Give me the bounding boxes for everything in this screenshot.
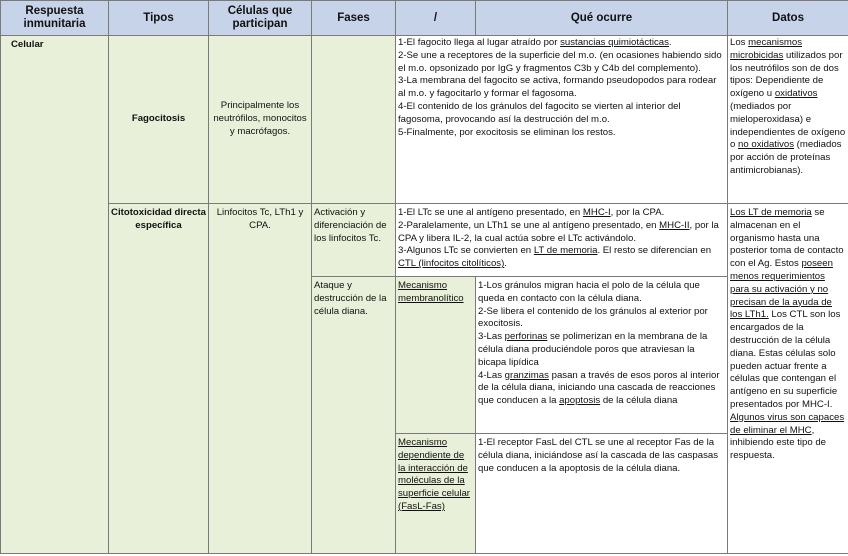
header-respuesta: Respuesta inmunitaria bbox=[1, 1, 109, 36]
membranolitico-steps-cell bbox=[476, 277, 728, 434]
activacion-step-2-text: 2-Paralelamente, un LTh1 se une al antígeno presentado, en bbox=[398, 219, 660, 231]
fagocitosis-step-1-text: 1-El fagocito llega al lugar atraído por bbox=[398, 37, 561, 48]
membranolitico-step-4-middle: pasan a través de esos poros al interior de la célula diana, iniciando una cascada de reacciones que conducen a la bbox=[478, 369, 720, 407]
membranolitico-step-4-end: de la célula diana bbox=[600, 395, 678, 407]
activacion-step-3 bbox=[398, 245, 725, 271]
fagocitosis-datos-underlined-1: mecanismos microbicidas bbox=[730, 37, 802, 61]
activacion-step-1-text: 1-El LTc se une al antígeno presentado, en bbox=[398, 207, 583, 218]
fagocitosis-step-1 bbox=[398, 37, 725, 50]
header-tipos: Tipos bbox=[109, 1, 209, 36]
fagocitosis-datos-text-3: (mediados por mieloperoxidasa) e independientes de oxígeno o bbox=[730, 100, 846, 151]
citotoxicidad-datos-text-1: se almacenan en el organismo hasta una posterior toma de contacto con el Ag. Estos bbox=[730, 207, 844, 270]
membranolitico-step-4-text: 4-Las bbox=[478, 369, 505, 381]
fagocitosis-fases-cell bbox=[312, 36, 396, 204]
mecanismo-fasl-fas-label: Mecanismo dependiente de la interacción de moléculas de la superficie celular (FasL-Fas) bbox=[398, 437, 470, 512]
fagocitosis-type-label: Fagocitosis bbox=[131, 113, 186, 125]
fagocitosis-datos-text-2: utilizados por los neutrófilos son de dos tipos: Dependiente de oxígeno u bbox=[730, 49, 843, 100]
activacion-steps-cell bbox=[396, 204, 728, 277]
citotoxicidad-datos-underlined-2: poseen menos requerimientos para su activación y no precisan de la ayuda de los LTh1. bbox=[730, 258, 833, 321]
mecanismo-membranolitico-label: Mecanismo membranolítico bbox=[398, 280, 464, 304]
fagocitosis-step-3: 3-La membrana del fagocito se activa, formando pseudopodos para rodear al m.o. y fagocitarlo y formar el fagosoma. bbox=[398, 75, 717, 100]
activacion-step-3-underlined-2: CTL (linfocitos citolíticos) bbox=[398, 258, 505, 270]
fagocitosis-step-2: 2-Se une a receptores de la superficie del m.o. (en ocasiones habiendo sido el m.o. opsonizado por IgG y fragmentos C3b y C4b del complemento). bbox=[398, 49, 722, 74]
fagocitosis-cells-text: Principalmente los neutrófilos, monocitos y macrófagos. bbox=[213, 100, 307, 137]
membranolitico-step-4-underlined: granzimas bbox=[504, 369, 549, 381]
respuesta-celular-label: Celular bbox=[11, 39, 44, 50]
membranolitico-step-4 bbox=[478, 370, 725, 408]
fagocitosis-step-1-underlined: sustancias quimiotácticas bbox=[560, 37, 669, 48]
fase-activacion-cell bbox=[312, 204, 396, 277]
citotoxicidad-datos-text-2: Los CTL son los encargados de la destrucción de la célula diana. Estas células solo pueden actuar frente a células que contengan el antígeno en su superficie presentados por MHC-I. bbox=[730, 309, 841, 410]
fagocitosis-steps-cell bbox=[396, 36, 728, 204]
membranolitico-step-3-end: se polimerizan en la membrana de la célula diana produciéndole poros que atraviesan la bicapa lipídica bbox=[478, 331, 708, 368]
membranolitico-step-1: 1-Los gránulos migran hacia el polo de la célula que queda en contacto con la célula diana. bbox=[478, 280, 700, 304]
citotoxicidad-type-cell bbox=[109, 204, 209, 554]
citotoxicidad-cells-text: Linfocitos Tc, LTh1 y CPA. bbox=[216, 207, 304, 231]
activacion-step-1-end: , por la CPA. bbox=[610, 207, 665, 218]
header-que-ocurre: Qué ocurre bbox=[476, 1, 728, 36]
header-slash: / bbox=[396, 1, 476, 36]
fase-activacion-label: Activación y diferenciación de los linfocitos Tc. bbox=[314, 207, 387, 244]
activacion-step-3-text: 3-Algunos LTc se convierten en bbox=[398, 245, 534, 257]
fase-ataque-label: Ataque y destrucción de la célula diana. bbox=[314, 280, 387, 317]
fagocitosis-row bbox=[1, 36, 848, 204]
activacion-step-3-end: . bbox=[504, 258, 507, 270]
membranolitico-step-4-underlined-2: apoptosis bbox=[559, 395, 601, 407]
membranolitico-step-3-text: 3-Las bbox=[478, 331, 505, 343]
activacion-step-2 bbox=[398, 220, 725, 246]
citotoxicidad-cells-cell bbox=[209, 204, 312, 554]
fagocitosis-datos-text-4: (mediados por acción de proteínas antimicrobianas). bbox=[730, 139, 842, 176]
fagocitosis-step-5: 5-Finalmente, por exocitosis se eliminan los restos. bbox=[398, 126, 616, 138]
fagocitosis-cells-cell bbox=[209, 36, 312, 204]
activacion-step-2-underlined: MHC-II bbox=[659, 219, 690, 231]
mecanismo-membranolitico-cell bbox=[396, 277, 476, 434]
membranolitico-step-3 bbox=[478, 331, 725, 369]
header-celulas: Células que participan bbox=[209, 1, 312, 36]
fasl-fas-step-1: 1-El receptor FasL del CTL se une al receptor Fas de la célula diana, iniciándose así la cascada de las caspasas que conducen a la apoptosis de la célula diana. bbox=[478, 437, 718, 474]
citotoxicidad-datos-underlined-1: Los LT de memoria bbox=[730, 207, 812, 218]
membranolitico-step-2: 2-Se libera el contenido de los gránulos al exterior por exocitosis. bbox=[478, 305, 708, 330]
citotoxicidad-datos-text-3: , inhibiendo este tipo de respuesta. bbox=[730, 424, 827, 462]
respuesta-celular-cell bbox=[1, 36, 109, 554]
activacion-step-1 bbox=[398, 207, 725, 220]
activacion-step-1-underlined: MHC-I bbox=[582, 207, 611, 218]
membranolitico-step-3-underlined: perforinas bbox=[504, 331, 548, 343]
citotoxicidad-type-label: Citotoxicidad directa específica bbox=[111, 207, 206, 231]
fagocitosis-type-cell bbox=[109, 36, 209, 204]
fagocitosis-datos-cell bbox=[728, 36, 848, 204]
fagocitosis-step-1-end: . bbox=[668, 37, 672, 48]
activacion-step-3-middle: . El resto se diferencian en bbox=[597, 245, 712, 257]
activacion-step-3-underlined: LT de memoria bbox=[533, 245, 598, 257]
header-datos: Datos bbox=[728, 1, 848, 36]
header-fases: Fases bbox=[312, 1, 396, 36]
fagocitosis-step-4: 4-El contenido de los gránulos del fagocito se vierten al interior del fagosoma, provocando así la destrucción del m.o. bbox=[398, 100, 681, 125]
fasl-fas-steps-cell bbox=[476, 434, 728, 554]
citotoxicidad-datos-underlined-3: Algunos virus son capaces de eliminar el MHC bbox=[730, 411, 845, 436]
fagocitosis-datos-text-1: Los bbox=[730, 37, 749, 48]
citotoxicidad-activation-row bbox=[1, 204, 848, 277]
header-row bbox=[1, 1, 848, 36]
fase-ataque-cell bbox=[312, 277, 396, 554]
citotoxicidad-datos-cell bbox=[728, 204, 848, 554]
activacion-step-2-end: , por la CPA y libera IL-2, la cual actúa sobre el LTc activándolo. bbox=[398, 219, 719, 244]
fagocitosis-datos-underlined-2: oxidativos bbox=[774, 88, 818, 100]
fagocitosis-datos-underlined-3: no oxidativos bbox=[738, 139, 795, 151]
mecanismo-fasl-fas-cell bbox=[396, 434, 476, 554]
